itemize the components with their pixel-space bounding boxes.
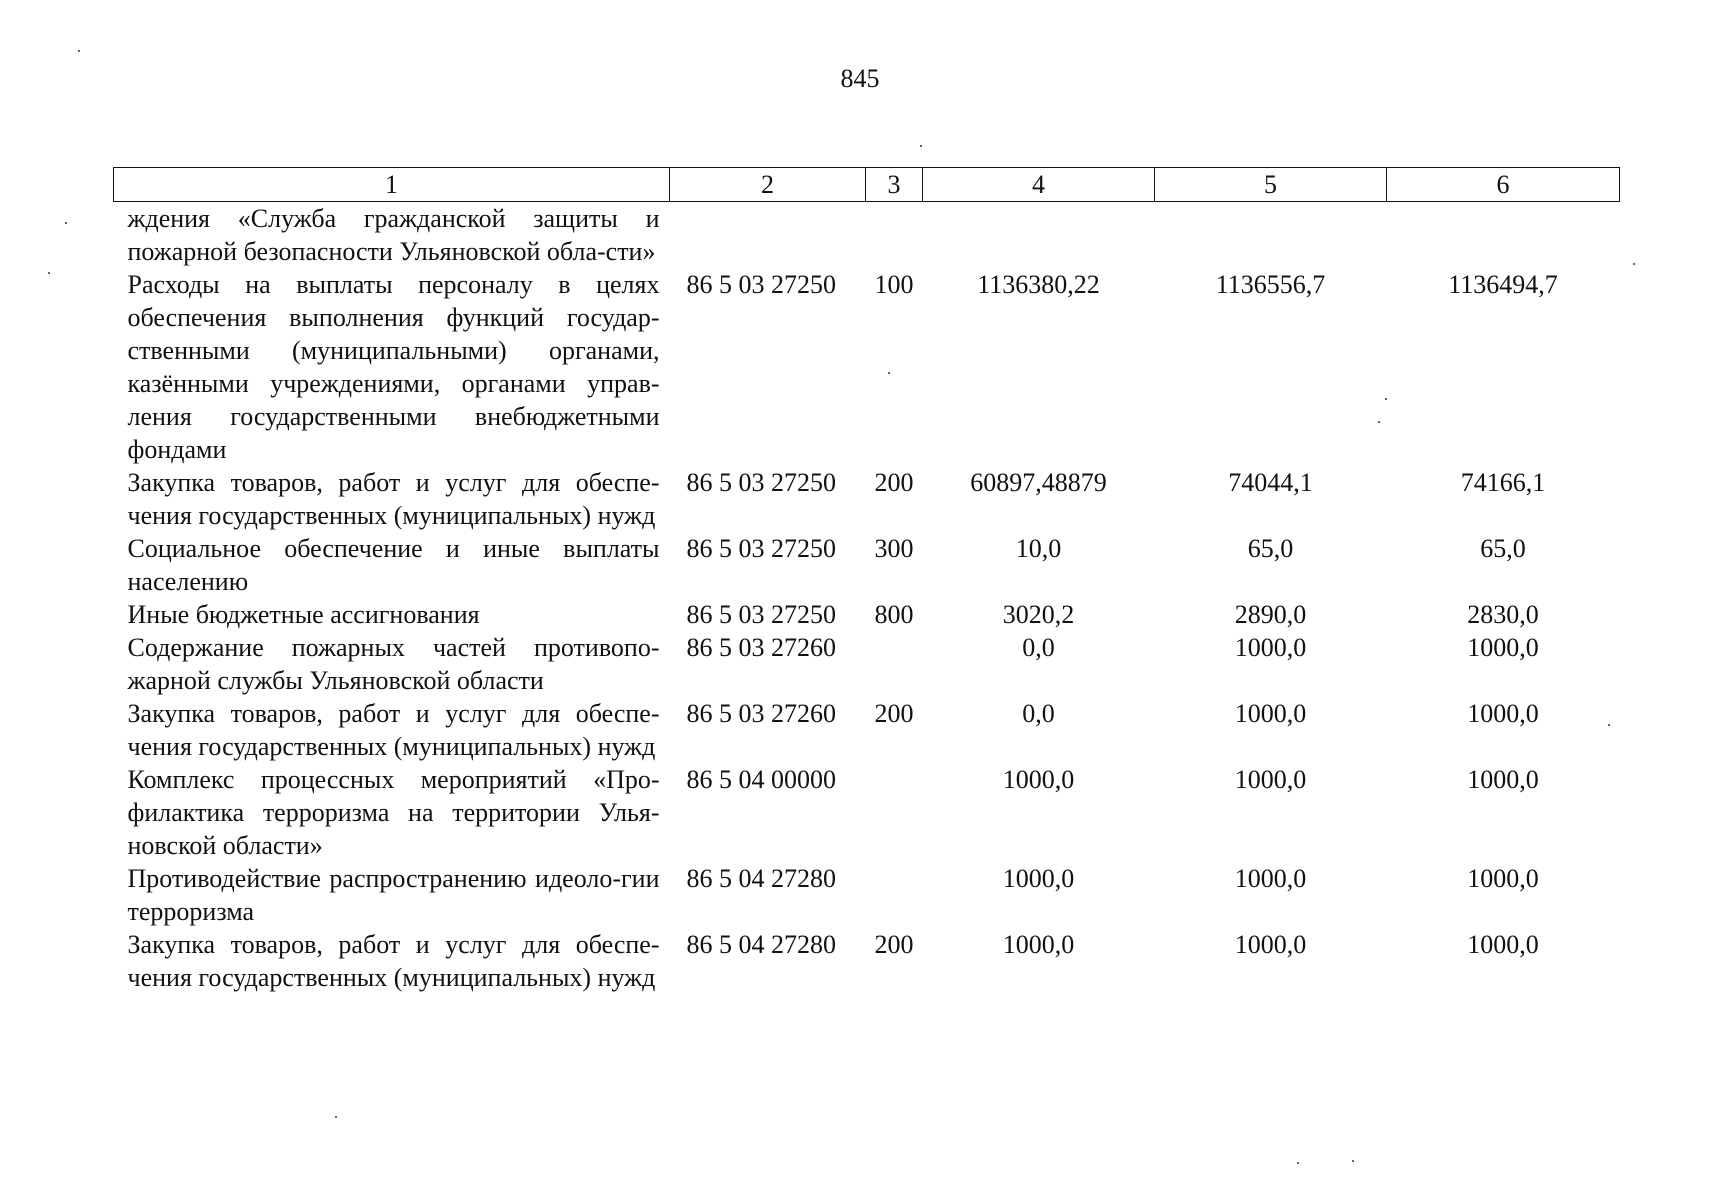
row-target-code: 86 5 04 27280 [686,930,836,959]
row-target-code: 86 5 03 27260 [686,633,836,662]
scan-speck [65,222,67,224]
budget-table [113,167,1620,994]
table-row [114,268,1620,466]
header-col-3: 3 [866,168,923,202]
table-row [114,532,1620,598]
row-target-code: 86 5 04 27280 [686,864,836,893]
column-number-header [114,168,1620,202]
row-value-col6: 2830,0 [1467,600,1539,629]
row-expense-type: 800 [874,600,914,629]
row-value-col6: 1000,0 [1467,699,1539,728]
row-name: Противодействие распространению идеоло-гии терроризма [127,864,660,926]
row-value-col5: 1000,0 [1234,765,1307,794]
header-col-4: 4 [923,168,1155,202]
row-value-col5: 1000,0 [1234,930,1307,959]
table-row [114,763,1620,862]
row-name: Закупка товаров, работ и услуг для обеспе-чения государственных (муниципальных) нужд [127,930,660,992]
row-value-col6: 1136494,7 [1448,270,1558,299]
row-name: Социальное обеспечение и иные выплаты населению [127,534,660,596]
scan-speck [1297,1162,1299,1164]
row-value-col4: 3020,2 [1002,600,1075,629]
row-expense-type: 300 [874,534,914,563]
header-col-5: 5 [1155,168,1387,202]
row-expense-type [866,631,923,697]
row-expense-type [866,202,923,269]
row-value-col4: 1136380,22 [977,270,1100,299]
row-name: Иные бюджетные ассигнования [127,600,480,629]
row-target-code: 86 5 03 27260 [686,699,836,728]
row-name: Комплекс процессных мероприятий «Про-филактика терроризма на территории Улья-новской области» [127,765,660,860]
row-value-col4: 1000,0 [1002,864,1075,893]
scan-speck [1385,398,1387,400]
table-row [114,202,1620,269]
scan-speck [78,50,80,52]
row-value-col5: 1000,0 [1234,699,1307,728]
row-target-code: 86 5 03 27250 [686,600,836,629]
header-col-2: 2 [670,168,866,202]
scan-speck [1633,263,1635,265]
row-expense-type [866,862,923,928]
row-value-col5: 1000,0 [1234,864,1307,893]
row-name: Закупка товаров, работ и услуг для обеспе-чения государственных (муниципальных) нужд [127,699,660,761]
scan-speck [888,372,890,374]
row-value-col5: 2890,0 [1234,600,1307,629]
row-target-code: 86 5 03 27250 [686,468,836,497]
scan-speck [48,272,50,274]
row-value-col4: 1000,0 [1002,930,1075,959]
row-target-code: 86 5 03 27250 [686,270,836,299]
row-name: ждения «Служба гражданской защиты и пожарной безопасности Ульяновской обла-сти» [127,204,660,266]
scan-speck [920,145,922,147]
row-expense-type: 100 [874,270,914,299]
row-value-col6 [1387,202,1620,269]
table-row [114,697,1620,763]
row-value-col4: 1000,0 [1002,765,1075,794]
page-number: 845 [840,64,880,93]
row-target-code [670,202,866,269]
row-value-col6: 1000,0 [1467,765,1539,794]
row-value-col5: 65,0 [1247,534,1294,563]
header-col-1: 1 [114,168,670,202]
row-value-col4: 0,0 [1022,699,1055,728]
table-row [114,862,1620,928]
scan-speck [1608,724,1610,726]
row-value-col5: 1136556,7 [1215,270,1326,299]
row-value-col6: 1000,0 [1467,930,1539,959]
row-name: Содержание пожарных частей противопо-жарной службы Ульяновской области [127,633,660,695]
row-value-col4 [923,202,1155,269]
table-row [114,466,1620,532]
row-value-col6: 1000,0 [1467,633,1539,662]
row-value-col6: 1000,0 [1467,864,1539,893]
row-value-col4: 60897,48879 [970,468,1107,497]
row-value-col5: 1000,0 [1234,633,1307,662]
row-expense-type: 200 [874,699,914,728]
row-value-col4: 0,0 [1022,633,1055,662]
row-expense-type [866,763,923,862]
row-name: Расходы на выплаты персоналу в целях обеспечения выполнения функций государ-ственными (муниципальными) органами, казёнными учреждениями, органами управ-ления государственными внебюджетными фондами [127,270,660,464]
row-target-code: 86 5 04 00000 [686,765,836,794]
table-row [114,928,1620,994]
table-row [114,598,1620,631]
row-expense-type: 200 [874,930,914,959]
scan-speck [1352,1160,1354,1162]
row-value-col6: 65,0 [1480,534,1526,563]
header-col-6: 6 [1387,168,1620,202]
scan-speck [1378,421,1380,423]
row-name: Закупка товаров, работ и услуг для обеспе-чения государственных (муниципальных) нужд [127,468,660,530]
row-target-code: 86 5 03 27250 [686,534,836,563]
table-row [114,631,1620,697]
scan-speck [335,1116,337,1118]
row-value-col6: 74166,1 [1460,468,1546,497]
row-value-col4: 10,0 [1015,534,1062,563]
row-value-col5 [1155,202,1387,269]
row-value-col5: 74044,1 [1228,468,1313,497]
row-expense-type: 200 [874,468,914,497]
